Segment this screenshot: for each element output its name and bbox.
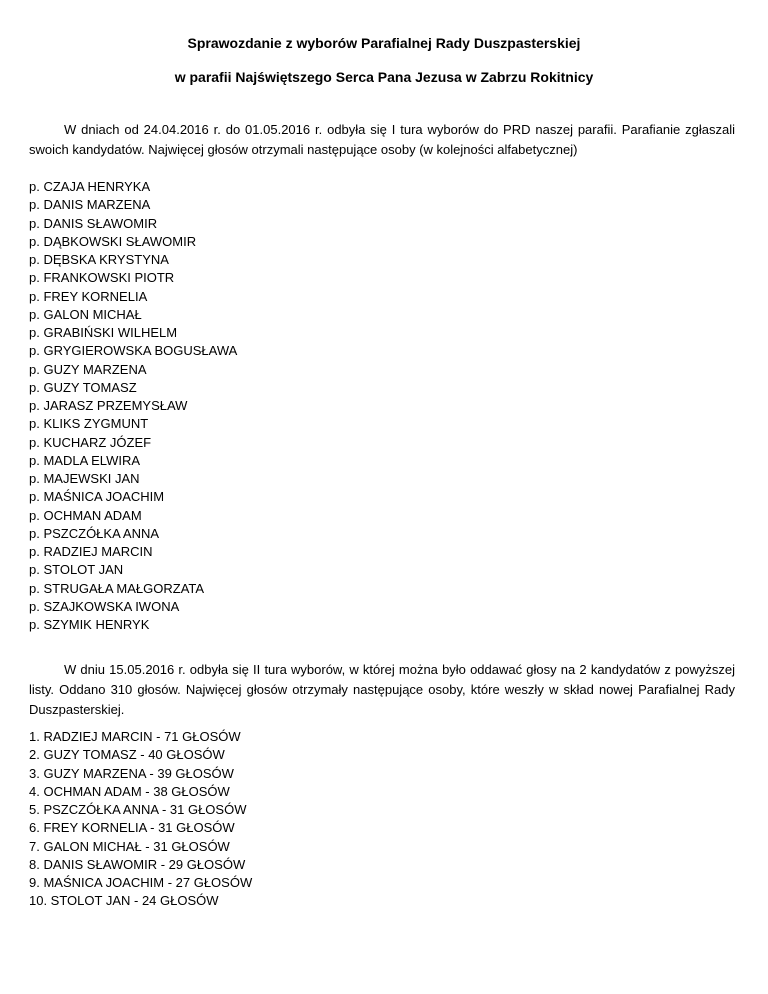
candidate-item: p. DĘBSKA KRYSTYNA	[29, 252, 169, 267]
candidate-item: p. KUCHARZ JÓZEF	[29, 434, 152, 450]
candidate-item: p. GALON MICHAŁ	[29, 306, 142, 322]
candidate-item: p. SZAJKOWSKA IWONA	[29, 598, 180, 614]
candidate-item: p. DĄBKOWSKI SŁAWOMIR	[29, 233, 197, 249]
document-subtitle: w parafii Najświętszego Serca Pana Jezusa w Zabrzu Rokitnicy	[174, 69, 594, 85]
candidate-item: p. JARASZ PRZEMYSŁAW	[29, 398, 188, 413]
candidate-item: p. MAJEWSKI JAN	[29, 471, 140, 486]
candidate-item: p. MADLA ELWIRA	[29, 452, 141, 468]
candidate-item: p. GRABIŃSKI WILHELM	[29, 325, 178, 340]
candidate-item: p. SZYMIK HENRYK	[29, 617, 150, 632]
intro-paragraph: W dniach od 24.04.2016 r. do 01.05.2016 r. odbyła się I tura wyborów do PRD naszej parafii. Parafianie zgłaszali swoich kandydatów. Najwięcej głosów otrzymali następujące osoby (w kolejności alfabetycznej)	[29, 122, 735, 157]
result-item: 8. DANIS SŁAWOMIR - 29 GŁOSÓW	[29, 856, 246, 872]
document-title: Sprawozdanie z wyborów Parafialnej Rady Duszpasterskiej	[187, 35, 581, 51]
candidate-item: p. PSZCZÓŁKA ANNA	[29, 525, 160, 541]
candidate-item: p. GUZY TOMASZ	[29, 379, 137, 395]
candidate-item: p. GRYGIEROWSKA BOGUSŁAWA	[29, 343, 238, 359]
candidate-item: p. FREY KORNELIA	[29, 288, 148, 304]
results-list	[29, 728, 252, 911]
result-item: 2. GUZY TOMASZ - 40 GŁOSÓW	[29, 747, 225, 763]
result-item: 5. PSZCZÓŁKA ANNA - 31 GŁOSÓW	[29, 802, 247, 817]
result-item: 6. FREY KORNELIA - 31 GŁOSÓW	[29, 820, 235, 836]
candidate-item: p. KLIKS ZYGMUNT	[29, 416, 149, 432]
candidate-item: p. STRUGAŁA MAŁGORZATA	[29, 580, 205, 596]
candidate-item: p. DANIS MARZENA	[29, 197, 151, 213]
result-item: 9. MAŚNICA JOACHIM - 27 GŁOSÓW	[29, 875, 253, 890]
candidate-item: p. CZAJA HENRYKA	[29, 179, 151, 194]
candidate-item: p. DANIS SŁAWOMIR	[29, 215, 158, 231]
candidate-item: p. FRANKOWSKI PIOTR	[29, 270, 175, 286]
result-item: 10. STOLOT JAN - 24 GŁOSÓW	[29, 893, 219, 909]
result-item: 1. RADZIEJ MARCIN - 71 GŁOSÓW	[29, 729, 241, 744]
candidate-item: p. STOLOT JAN	[29, 562, 124, 578]
candidate-item: p. RADZIEJ MARCIN	[29, 544, 153, 559]
candidate-item: p. OCHMAN ADAM	[29, 507, 142, 523]
candidate-item: p. GUZY MARZENA	[29, 361, 147, 377]
result-item: 7. GALON MICHAŁ - 31 GŁOSÓW	[29, 838, 230, 854]
candidate-item: p. MAŚNICA JOACHIM	[29, 489, 165, 505]
result-item: 4. OCHMAN ADAM - 38 GŁOSÓW	[29, 783, 230, 799]
second-round-paragraph: W dniu 15.05.2016 r. odbyła się II tura wyborów, w której można było oddawać głosy na 2 kandydatów z powyższej listy. Oddano 310 głosów. Najwięcej głosów otrzymały następujące osoby, które weszły w skład nowej Parafialnej Rady Duszpasterskiej.	[29, 662, 735, 717]
candidates-list	[29, 178, 237, 634]
result-item: 3. GUZY MARZENA - 39 GŁOSÓW	[29, 765, 234, 781]
